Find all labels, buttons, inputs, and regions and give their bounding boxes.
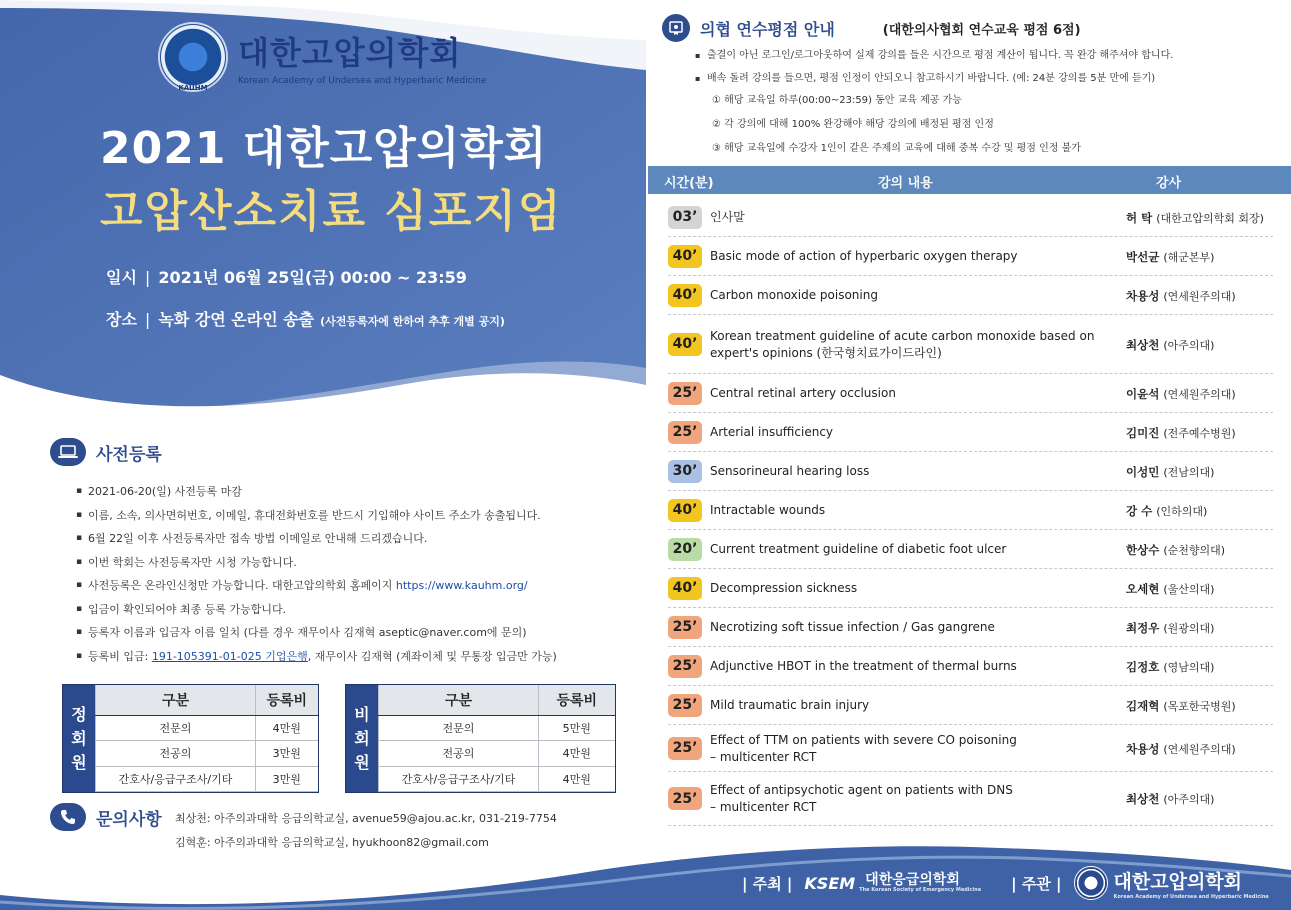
fee-cell: 간호사/응급구조사/기타 (379, 766, 539, 792)
schedule-row (648, 530, 1291, 569)
credits-bullets (695, 44, 1173, 90)
lecture-topic: Necrotizing soft tissue infection / Gas gangrene (710, 619, 995, 634)
contact-line: 김혁훈: 아주의과대학 응급의학교실, hyukhoon82@gmail.com (175, 836, 489, 849)
duration-badge: 25’ (668, 382, 702, 405)
fee-header-category: 구분 (379, 685, 539, 715)
duration-badge: 03’ (668, 206, 702, 229)
ksem-english: The Korean Society of Emergency Medicine (859, 887, 982, 893)
speaker-name: 차용성 (1126, 288, 1160, 303)
duration-badge: 25’ (668, 421, 702, 444)
lecture-topic (710, 732, 1017, 766)
credits-subtitle: (대한의사협회 연수교육 평점 6점) (882, 22, 1081, 38)
speaker-affiliation: (원광의대) (1163, 621, 1215, 635)
credits-heading (662, 14, 1081, 42)
event-title-line2: 고압산소치료 심포지엄 (100, 186, 563, 237)
speaker-affiliation: (연세원주의대) (1163, 387, 1236, 401)
schedule-row (648, 725, 1291, 772)
duration-badge: 40’ (668, 245, 702, 268)
lecture-topic: Decompression sickness (710, 580, 858, 595)
fee-cell: 4만원 (539, 766, 615, 792)
speaker-name: 최상천 (1126, 792, 1160, 806)
duration-badge: 25’ (668, 737, 702, 760)
host-label: | 주최 | (742, 874, 793, 893)
contact-line: 최상천: 아주의과대학 응급의학교실, avenue59@ajou.ac.kr, 031-219-7754 (175, 812, 557, 825)
speaker (1126, 791, 1214, 807)
speaker (1126, 210, 1264, 226)
kauhm-logo (158, 22, 486, 92)
list-item (76, 645, 557, 669)
speaker-name: 오세현 (1126, 581, 1160, 596)
list-item: ▪ 입금이 확인되어야 최종 등록 가능합니다. (76, 598, 557, 622)
speaker-affiliation: (영남의대) (1163, 660, 1215, 674)
logo-korean-name: 대한고압의학회 (238, 34, 462, 72)
speaker (1126, 620, 1214, 636)
duration-badge: 25’ (668, 655, 702, 678)
schedule-row (648, 315, 1291, 374)
contact-heading (50, 803, 162, 831)
fee-header-category: 구분 (96, 685, 256, 715)
speaker-affiliation: (인하의대) (1156, 504, 1208, 518)
speaker-affiliation: (아주의대) (1163, 793, 1215, 806)
member-side-label: 정 회 원 (63, 685, 95, 792)
hero-banner (0, 0, 646, 420)
fee-table (95, 685, 318, 792)
speaker-name: 김미진 (1126, 425, 1160, 440)
separator: | (144, 310, 151, 329)
fee-cell: 간호사/응급구조사/기타 (96, 766, 256, 792)
fee-cell: 3만원 (256, 766, 318, 792)
speaker-affiliation: (목포한국병원) (1163, 699, 1236, 713)
lecture-topic: Mild traumatic brain injury (710, 697, 870, 712)
lecture-topic: Current treatment guideline of diabetic foot ulcer (710, 541, 1007, 556)
fee-cell: 전문의 (96, 715, 256, 741)
speaker-affiliation: (전남의대) (1163, 465, 1215, 479)
organizer-english: Korean Academy of Undersea and Hyperbaric Medicine (1113, 893, 1269, 900)
place-note: (사전등록자에 한하여 추후 개별 공지) (320, 315, 505, 328)
separator: | (144, 268, 151, 287)
duration-badge: 25’ (668, 694, 702, 717)
speaker-affiliation: (아주의대) (1163, 338, 1215, 352)
speaker-name: 이성민 (1126, 464, 1160, 479)
speaker-name: 박선균 (1126, 249, 1160, 264)
speaker-name: 강 수 (1126, 503, 1153, 518)
certificate-icon (662, 14, 690, 42)
fee-cell: 5만원 (539, 715, 615, 741)
table-row (96, 741, 318, 767)
speaker-affiliation: (울산의대) (1163, 582, 1215, 596)
lecture-topic (710, 328, 1094, 362)
schedule-row (648, 452, 1291, 491)
account-link[interactable]: 191-105391-01-025 기업은행 (151, 649, 308, 663)
member-fee-table (62, 684, 319, 793)
duration-badge: 20’ (668, 538, 702, 561)
topic-line: Korean treatment guideline of acute carbon monoxide based on (710, 328, 1095, 343)
speaker-name: 한상수 (1126, 542, 1160, 557)
speaker-affiliation: (대한고압의학회 회장) (1156, 211, 1264, 225)
note-item: ③ 해당 교육일에 수강자 1인이 같은 주제의 교육에 대해 중복 수강 및 평점 인정 불가 (712, 143, 1081, 154)
kauhm-seal-icon (1074, 866, 1108, 900)
fee-cell: 전문의 (379, 715, 539, 741)
speaker (1126, 464, 1214, 480)
lecture-topic: Sensorineural hearing loss (710, 463, 870, 478)
schedule-row (648, 237, 1291, 276)
event-place-row (106, 307, 505, 330)
registration-list (76, 480, 557, 668)
credits-title: 의협 연수평점 안내 (700, 19, 835, 39)
speaker-affiliation: (전주예수병원) (1163, 426, 1236, 440)
registration-title: 사전등록 (96, 444, 162, 465)
date-value: 2021년 06월 25일(금) 00:00 ~ 23:59 (158, 268, 467, 287)
speaker-name: 허 탁 (1126, 210, 1153, 225)
duration-badge: 25’ (668, 787, 702, 810)
duration-badge: 40’ (668, 333, 702, 356)
speaker-name: 김재혁 (1126, 698, 1160, 713)
list-item: ▪ 출결이 아닌 로그인/로그아웃하여 실제 강의를 들은 시간으로 평점 계산이 됩니다. 꼭 완강 해주셔야 합니다. (695, 44, 1173, 67)
speaker-affiliation: (연세원주의대) (1163, 742, 1236, 756)
fee-cell: 3만원 (256, 741, 318, 767)
event-title-line1: 2021 대한고압의학회 (100, 123, 548, 174)
speaker-name: 이윤석 (1126, 386, 1160, 401)
schedule-row (648, 686, 1291, 725)
header-topic: 강의 내용 (878, 176, 933, 191)
fee-cell: 4만원 (256, 715, 318, 741)
account-suffix: , 재무이사 김재혁 (계좌이체 및 무통장 입금만 가능) (307, 649, 557, 663)
topic-line: – multicenter RCT (710, 749, 817, 764)
organizer-name: 대한고압의학회 (1113, 870, 1243, 893)
schedule-row (648, 491, 1291, 530)
kauhm-footer-logo (1074, 866, 1269, 900)
list-item-text: 사전등록은 온라인신청만 가능합니다. 대한고압의학회 홈페이지 (88, 579, 396, 592)
organizer-label: | 주관 | (1011, 874, 1062, 893)
schedule-row (648, 569, 1291, 608)
speaker (1126, 581, 1214, 597)
fee-header-amount: 등록비 (256, 685, 318, 715)
nonmember-fee-table (345, 684, 616, 793)
nonmember-side-label: 비 회 원 (346, 685, 378, 792)
duration-badge: 40’ (668, 499, 702, 522)
speaker (1126, 425, 1236, 441)
seal-text: KAUHM (178, 84, 208, 92)
speaker (1126, 337, 1214, 353)
duration-badge: 25’ (668, 616, 702, 639)
schedule-row (648, 276, 1291, 315)
duration-badge: 40’ (668, 577, 702, 600)
credits-notes (712, 89, 1081, 161)
topic-line: Effect of antipsychotic agent on patients with DNS (710, 783, 1013, 797)
speaker (1126, 503, 1207, 519)
lecture-topic: 인사말 (710, 209, 745, 224)
fee-cell: 전공의 (96, 741, 256, 767)
lecture-topic: Central retinal artery occlusion (710, 385, 896, 400)
lecture-topic: Arterial insufficiency (710, 424, 834, 439)
list-item: ▪ 6월 22일 이후 사전등록자만 접속 방법 이메일로 안내해 드리겠습니다. (76, 527, 557, 551)
schedule-row (648, 198, 1291, 237)
speaker (1126, 249, 1214, 265)
lecture-topic: Intractable wounds (710, 502, 826, 517)
laptop-icon (50, 438, 86, 466)
speaker-name: 최상천 (1126, 337, 1160, 352)
schedule-row (648, 413, 1291, 452)
lecture-topic (710, 782, 1013, 816)
table-row (379, 715, 615, 741)
phone-icon (50, 803, 86, 831)
fee-table (378, 685, 615, 792)
speaker (1126, 386, 1236, 402)
speaker (1126, 741, 1236, 757)
lecture-topic: Basic mode of action of hyperbaric oxygen therapy (710, 248, 1018, 263)
list-item: ▪ 이번 학회는 사전등록자만 시청 가능합니다. (76, 551, 557, 575)
topic-line: expert's opinions (한국형치료가이드라인) (710, 345, 942, 360)
speaker (1126, 698, 1236, 714)
ksem-logo (804, 873, 981, 893)
duration-badge: 40’ (668, 284, 702, 307)
account-prefix: 등록비 입금: (88, 649, 152, 663)
topic-line: Effect of TTM on patients with severe CO poisoning (710, 732, 1017, 747)
list-item: ▪ 이름, 소속, 의사면허번호, 이메일, 휴대전화번호를 반드시 기입해야 사이트 주소가 송출됩니다. (76, 504, 557, 528)
table-row (379, 766, 615, 792)
speaker (1126, 659, 1214, 675)
list-item (76, 574, 557, 598)
header-speaker: 강사 (1156, 176, 1182, 191)
speaker-affiliation: (해군본부) (1163, 250, 1215, 264)
registration-heading (50, 438, 162, 466)
schedule-row (648, 647, 1291, 686)
table-row (96, 766, 318, 792)
schedule-header (648, 166, 1291, 194)
ksem-logo-mark: KSEM (804, 873, 856, 893)
header-time: 시간(분) (664, 176, 714, 191)
note-item: ② 각 강의에 대해 100% 완강해야 해당 강의에 배정된 평점 인정 (712, 119, 994, 130)
speaker-name: 김정호 (1126, 659, 1160, 674)
list-item: ▪ 2021-06-20(일) 사전등록 마감 (76, 480, 557, 504)
speaker-affiliation: (연세원주의대) (1163, 289, 1236, 303)
speaker-name: 최정우 (1126, 620, 1160, 635)
speaker-affiliation: (순천향의대) (1163, 543, 1226, 557)
fee-cell: 4만원 (539, 741, 615, 767)
speaker (1126, 288, 1236, 304)
kauhm-homepage-link[interactable]: https://www.kauhm.org/ (395, 579, 528, 592)
event-date-row (106, 265, 467, 288)
date-label: 일시 (106, 268, 137, 287)
logo-english-name: Korean Academy of Undersea and Hyperbaric Medicine (238, 76, 487, 86)
schedule-row (648, 608, 1291, 647)
fee-header-amount: 등록비 (539, 685, 615, 715)
footer-sponsors (742, 866, 1269, 900)
row-divider (668, 825, 1273, 826)
ksem-name: 대한응급의학회 (865, 872, 960, 888)
list-item: ▪ 배속 돌려 강의를 들으면, 평점 인정이 안되오니 참고하시기 바랍니다. (예: 24분 강의를 5분 만에 듣기) (695, 67, 1173, 90)
list-item: ▪ 등록자 이름과 입금자 이름 일치 (다를 경우 재무이사 김재혁 aseptic@naver.com에 문의) (76, 621, 557, 645)
schedule-row (648, 374, 1291, 413)
schedule-row (648, 772, 1291, 826)
lecture-topic: Adjunctive HBOT in the treatment of thermal burns (710, 658, 1017, 673)
topic-line: – multicenter RCT (710, 800, 817, 814)
speaker-name: 차용성 (1126, 741, 1160, 756)
place-value: 녹화 강연 온라인 송출 (158, 310, 315, 329)
table-row (379, 741, 615, 767)
place-label: 장소 (106, 310, 137, 329)
lecture-topic: Carbon monoxide poisoning (710, 287, 878, 302)
duration-badge: 30’ (668, 460, 702, 483)
speaker (1126, 542, 1225, 558)
table-row (96, 715, 318, 741)
kauhm-seal-icon (158, 22, 228, 92)
note-item: ① 해당 교육일 하루(00:00~23:59) 동안 교육 제공 가능 (712, 95, 962, 106)
contact-title: 문의사항 (96, 809, 162, 830)
fee-cell: 전공의 (379, 741, 539, 767)
